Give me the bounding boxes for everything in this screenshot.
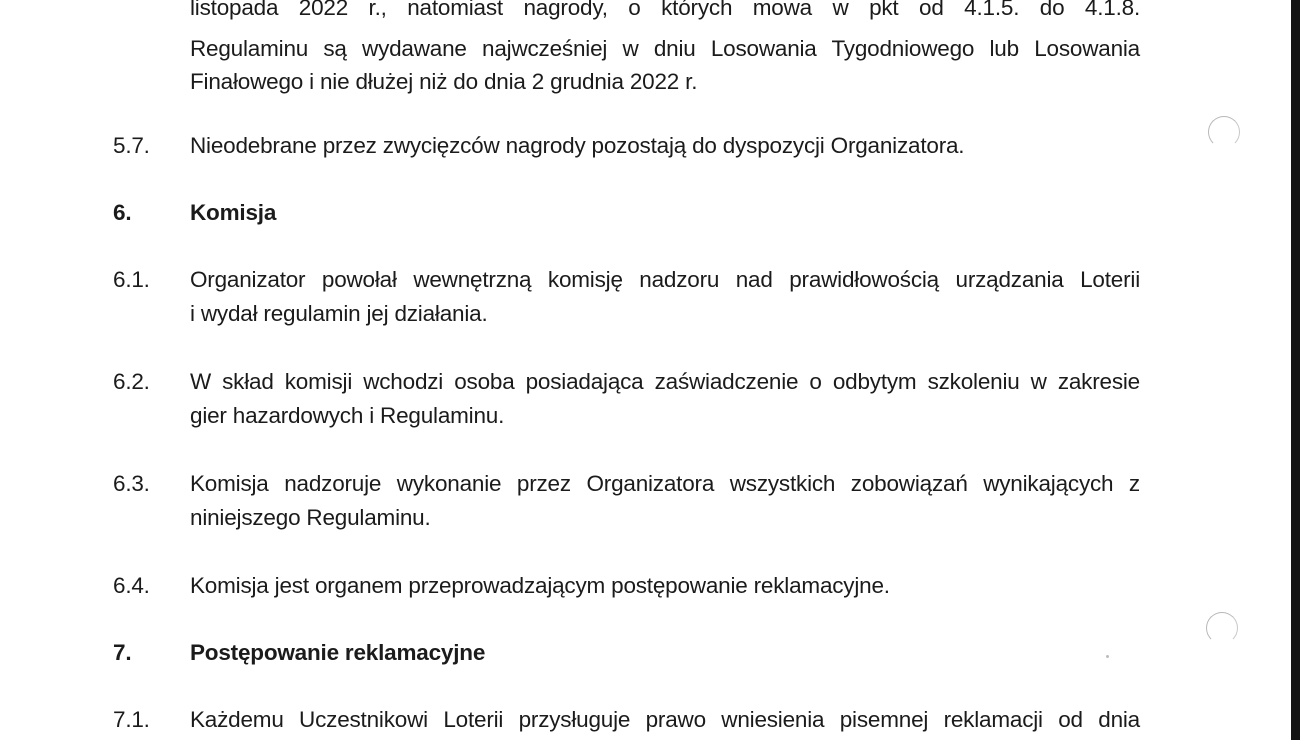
item-number-6-3: 6.3. (113, 471, 150, 496)
item-number-6-1: 6.1. (113, 267, 150, 292)
paragraph-line: Każdemu Uczestnikowi Loterii przysługuje prawo wniesienia pisemnej reklamacji od dnia (190, 707, 1140, 732)
paragraph-line: Komisja nadzoruje wykonanie przez Organizatora wszystkich zobowiązań wynikających z (190, 471, 1140, 496)
paragraph-line: niniejszego Regulaminu. (190, 505, 431, 530)
scan-speck (1106, 655, 1109, 658)
section-number-6: 6. (113, 200, 132, 225)
paragraph-line: W skład komisji wchodzi osoba posiadająca zaświadczenie o odbytym szkoleniu w zakresie (190, 369, 1140, 394)
paragraph-line: Regulaminu są wydawane najwcześniej w dniu Losowania Tygodniowego lub Losowania (190, 36, 1140, 61)
punch-hole-mark-top (1208, 116, 1240, 148)
paragraph-line: Organizator powołał wewnętrzną komisję nadzoru nad prawidłowością urządzania Loterii (190, 267, 1140, 292)
paragraph-line: i wydał regulamin jej działania. (190, 301, 488, 326)
item-number-6-4: 6.4. (113, 573, 150, 598)
scan-edge-shadow (1291, 0, 1300, 740)
paragraph-line: Komisja jest organem przeprowadzającym postępowanie reklamacyjne. (190, 573, 890, 598)
paragraph-line: Nieodebrane przez zwycięzców nagrody pozostają do dyspozycji Organizatora. (190, 133, 965, 158)
section-number-7: 7. (113, 640, 132, 665)
paragraph-line: gier hazardowych i Regulaminu. (190, 403, 505, 428)
item-number-6-2: 6.2. (113, 369, 150, 394)
punch-hole-mark-bottom (1206, 612, 1238, 644)
section-heading-7: Postępowanie reklamacyjne (190, 640, 486, 665)
item-number-5-7: 5.7. (113, 133, 150, 158)
item-number-7-1: 7.1. (113, 707, 150, 732)
paragraph-line: Finałowego i nie dłużej niż do dnia 2 grudnia 2022 r. (190, 69, 698, 94)
paragraph-line: listopada 2022 r., natomiast nagrody, o których mowa w pkt od 4.1.5. do 4.1.8. (190, 0, 1140, 20)
section-heading-6: Komisja (190, 200, 277, 225)
